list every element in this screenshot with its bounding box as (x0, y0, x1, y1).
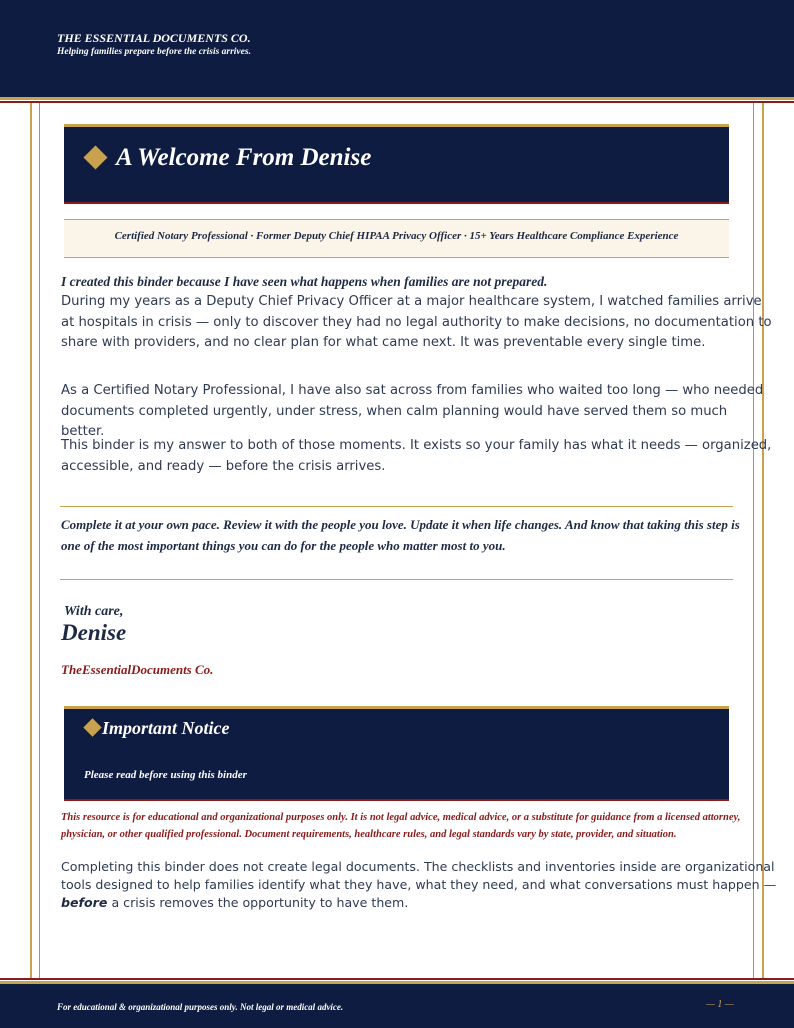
callout-text: Complete it at your own pace. Review it with the people you love. Update it when life changes. And know that taking this step is one of the most important things you can do for the people who matter most to you. (61, 517, 740, 553)
footer-text: For educational & organizational purposes only. Not legal or medical advice. (57, 1002, 344, 1012)
letter-lead: I created this binder because I have seen what happens when families are not prepared. (61, 274, 548, 289)
callout-bottom-rule (60, 579, 733, 580)
brand-name: THE ESSENTIAL DOCUMENTS CO. (57, 31, 251, 45)
right-border-outer (762, 103, 764, 980)
notice-body (61, 858, 791, 912)
callout-top-rule (60, 506, 733, 507)
notice-body-emphasis: before (61, 895, 108, 910)
notice-body-post: a crisis removes the opportunity to have them. (107, 895, 409, 910)
page-number: — 1 — (706, 999, 734, 1010)
signoff-company: TheEssentialDocuments Co. (61, 662, 214, 677)
signoff-name: Denise (61, 620, 127, 645)
letter-paragraph-2: As a Certified Notary Professional, I have also sat across from families who waited too long — who needed documents completed urgently, under stress, when calm planning would have served them so much better. (61, 383, 764, 439)
brand-tagline: Helping families prepare before the crisis arrives. (57, 47, 251, 57)
left-border-outer (30, 103, 32, 980)
letter-paragraph-3: This binder is my answer to both of those moments. It exists so your family has what it needs — organized, accessible, and ready — before the crisis arrives. (61, 438, 772, 474)
left-border-inner (39, 103, 40, 980)
welcome-title: A Welcome From Denise (116, 144, 372, 171)
page-header (0, 0, 794, 97)
letter-paragraph-1: During my years as a Deputy Chief Privacy Officer at a major healthcare system, I watched families arrive at hospitals in crisis — only to discover they had no legal authority to make decisions, no documentation to share with providers, and no clear plan for what came next. It was preventable every single time. (61, 294, 772, 350)
signoff-closing: With care, (64, 604, 124, 619)
header-gold-rule (0, 97, 794, 100)
header-red-rule (0, 101, 794, 103)
credentials-text: Certified Notary Professional · Former Deputy Chief HIPAA Privacy Officer · 15+ Years Healthcare Compliance Experience (114, 230, 679, 242)
notice-title: Important Notice (102, 718, 230, 738)
footer-red-rule (0, 978, 794, 980)
notice-subtitle: Please read before using this binder (84, 769, 247, 781)
notice-disclaimer: This resource is for educational and organizational purposes only. It is not legal advice, medical advice, or a substitute for guidance from a licensed attorney, physician, or other qualified professional. Document requirements, healthcare rules, and legal standards vary by state, provider, and situation. (61, 812, 741, 840)
notice-body-pre: Completing this binder does not create legal documents. The checklists and inventories inside are organizational tools designed to help families identify what they have, what they need, and what conversations must happen — (61, 859, 777, 892)
right-border-inner (753, 103, 754, 980)
